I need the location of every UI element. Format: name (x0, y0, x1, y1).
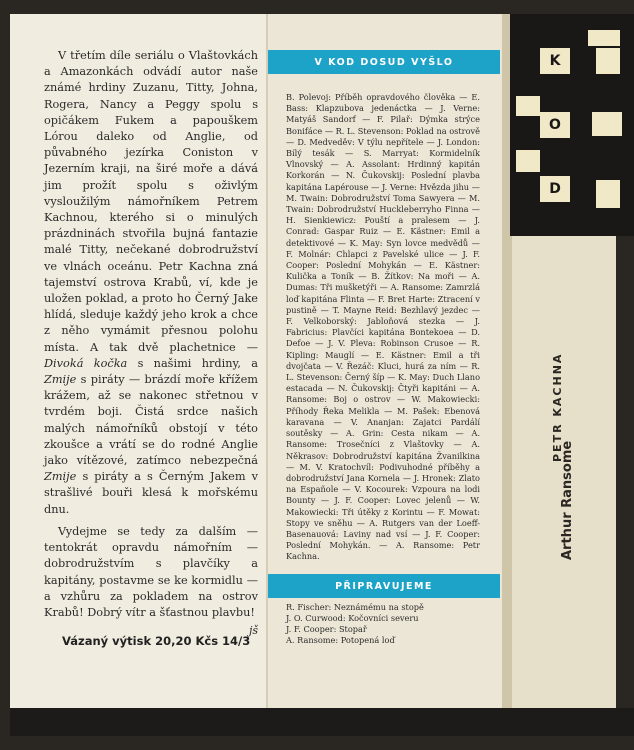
spine-author: Arthur Ransome (560, 440, 575, 560)
price-label: Vázaný výtisk 20,20 Kčs 14/3 (62, 634, 251, 648)
spine-title: PETR KACHNA (551, 352, 564, 462)
blurb-signature: jš (248, 624, 258, 638)
flap-fold (266, 14, 268, 710)
spine-letter-k: K (540, 48, 570, 74)
spine-pattern-block (592, 112, 622, 136)
upcoming-item: A. Ransome: Potopená loď (286, 635, 395, 645)
spine-pattern-block (596, 48, 620, 74)
blurb-paragraph-2: Vydejme se tedy za dalším — tentokrát opravdu námořním — dobrodružstvím s plavčíky a kapitány, postavme se ke kormidlu — a vzhůru za pokladem na ostrov Krabů! Dobrý vítr a šťastnou plavbu! (44, 524, 258, 619)
upcoming-banner: PŘIPRAVUJEME (268, 574, 500, 598)
ship-name: Zmije (44, 470, 77, 484)
spine-pattern-block (588, 30, 620, 46)
spine-pattern-block (596, 180, 620, 208)
ship-name: Divoká kočka (44, 356, 128, 370)
spine-pattern-block (516, 150, 540, 172)
spine-shadow-strip (616, 236, 634, 708)
spine-letter-d: D (540, 176, 570, 202)
bottom-edge (10, 708, 634, 736)
spine-letter-o: O (540, 112, 570, 138)
upcoming-book-list (286, 602, 480, 646)
published-banner: V KOD DOSUD VYŠLO (268, 50, 500, 74)
blurb-text (44, 48, 258, 639)
upcoming-item: J. F. Cooper: Stopař (286, 624, 367, 634)
published-book-list: B. Polevoj: Příběh opravdového člověka — E. Bass: Klapzubova jedenáctka — J. Verne: Matyáš Sandorf — F. Pilař: Dýmka strýce Bonifáce — R. L. Stevenson: Poklad na ostrově — D. Medveděv: V týlu nepřítele — J. London: Bílý tesák — S. Marryat: Kormidelník Vlnovský — A. Assolant: Hrdinný kapitán Korkorán — N. Čukovskij: Poslední plavba kapitána Lapérouse — J. Verne: Hvězda jihu — M. Twain: Dobrodružství Toma Sawyera — M. Twain: Dobrodružství Huckleberryho Finna — H. Sienkiewicz: Pouští a pralesem — J. Conrad: Gaspar Ruiz — E. Kästner: Emil a detektivové — K. May: Syn lovce medvědů — F. Molnár: Chlapci z Pavelské ulice — J. F. Cooper: Poslední Mohykán — E. Kästner: Kulička a Toník — B. Žítkov: Na moři — A. Dumas: Tři mušketýři — A. Ransome: Zamrzlá loď kapitána Flinta — F. Bret Harte: Ztracení v pustině — T. Mayne Reid: Bezhlavý jezdec — F. Velkoborský: Jabloňová stezka — J. Fabricius: Plavčíci kapitána Bontekoea — D. Defoe — J. V. Pleva: Robinson Crusoe — R. Kipling: Mauglí — E. Kästner: Emil a tři dvojčata — V. Řezáč: Kluci, hurá za ním — R. L. Stevenson: Černý šíp — K. May: Duch Llano estacada — N. Čukovskij: Čtyři kapitáni — A. Ransome: Boj o ostrov — W. Makowiecki: Příhody Řeka Melikla — M. Pašek: Ebenová karavana — V. Ananjan: Zajatci Pardálí soutěsky — A. Grin: Cesta nikam — A. Ransome: Trosečníci z Vlaštovky — A. Někrasov: Dobrodružství kapitána Žvanilkina — M. V. Kratochvíl: Podivuhodné příběhy a dobrodružství Jana Kornela — J. Hronek: Zlato na Españole — V. Kocourek: Vzpoura na lodi Bounty — J. F. Cooper: Lovec jelenů — W. Makowiecki: Tři útěky z Korintu — F. Mowat: Stopy ve sněhu — A. Rutgers van der Loeff-Basenauová: Laviny nad vsí — J. F. Cooper: Poslední Mohykán. — A. Ransome: Petr Kachna. (286, 92, 480, 562)
upcoming-item: J. O. Curwood: Kočovníci severu (286, 613, 419, 623)
spine-pattern-block (516, 96, 540, 116)
blurb-paragraph-1: V třetím díle seriálu o Vlaštovkách a Amazonkách odvádí autor naše známé hrdiny Zuzanu, Titty, Johna, Rogera, Nancy a Peggy spolu s opičákem Fukem a papouškem Lórou daleko od Anglie, od půvabného jezírka Coniston v Jezerním kraji, na širé moře a dává jim prožít spolu s oživlým vysloužilým námořníkem Petrem Kachnou, kterého si o minulých prázdninách stvořila bujná fantazie malé Titty, nečekané dobrodružství ve vlnách oceánu. Petr Kachna zná tajemství ostrova Krabů, ví, kde je uložen poklad, a proto ho Černý Jake hlídá, sleduje každý jeho krok a chce z něho vymámit přesnou polohu místa. A tak dvě plachetnice — Divoká kočka s našimi hrdiny, a Zmije s piráty — brázdí moře křížem krážem, až se nakonec střetnou v tvrdém boji. Čistá srdce našich malých námořníků obstojí v této zkoušce a vrátí se do rodné Anglie jako vítězové, zatímco nebezpečná Zmije s piráty a s Černým Jakem v strašlivé bouři klesá k mořskému dnu. (44, 49, 259, 516)
upcoming-item: R. Fischer: Neznámému na stopě (286, 602, 424, 612)
ship-name: Zmije (44, 373, 77, 387)
